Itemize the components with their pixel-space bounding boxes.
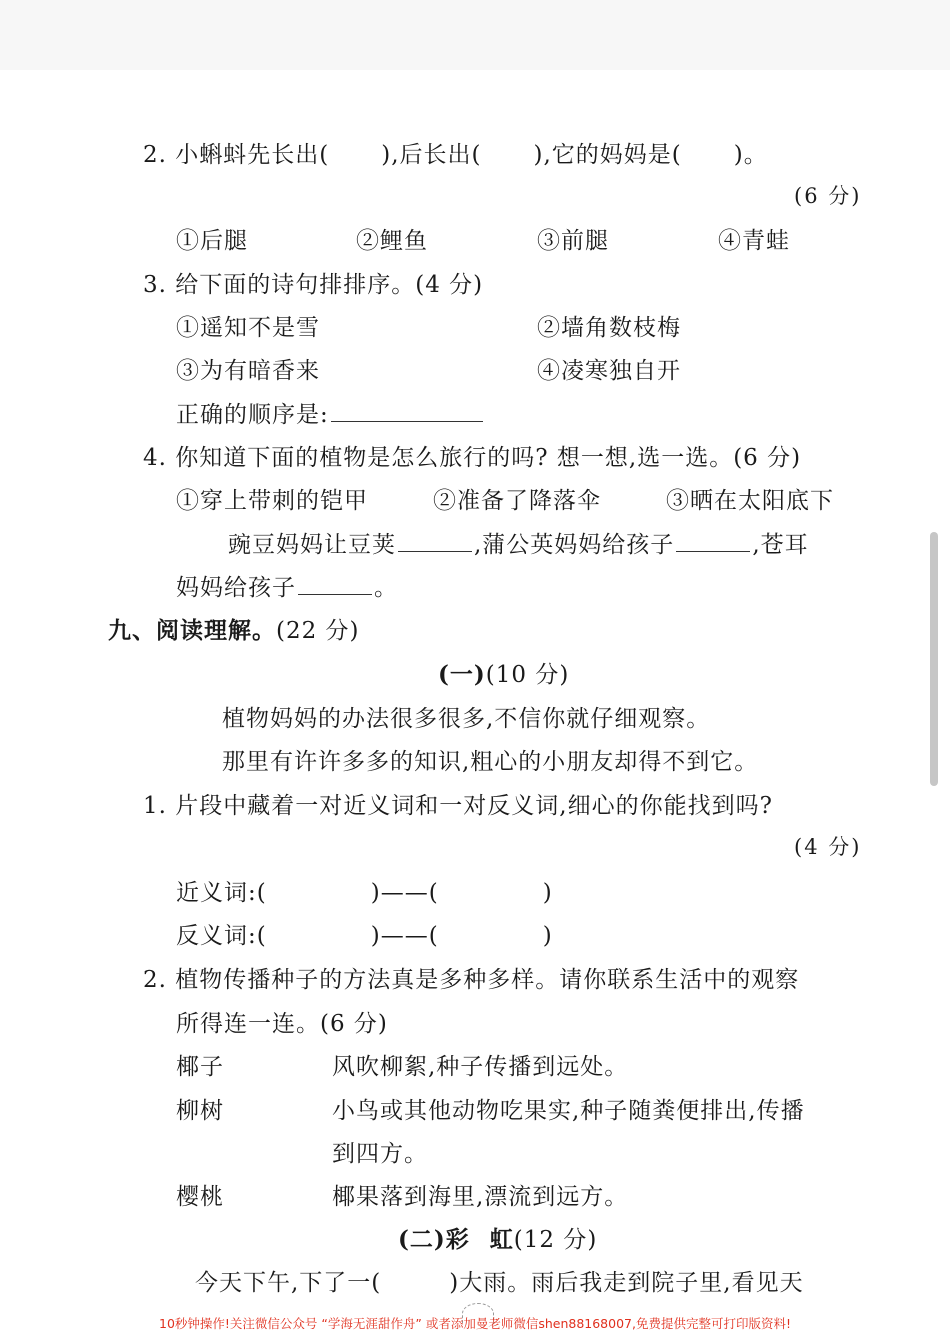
pair-close: ) — [542, 880, 553, 906]
q4-blank — [676, 550, 750, 552]
q3-line: ④凌寒独自开 — [537, 358, 681, 384]
passage-1-line: 那里有许许多多的知识,粗心的小朋友却得不到它。 — [222, 749, 759, 775]
section-9-score: (22 分) — [276, 618, 360, 644]
q4-text: 妈妈给孩子 — [176, 575, 296, 601]
q2-option: ②鲤鱼 — [356, 228, 428, 254]
q2-score: (6 分) — [794, 184, 862, 208]
q4-option: ②准备了降落伞 — [433, 488, 601, 514]
q3-answer-row — [176, 396, 485, 429]
passage-1-line: 植物妈妈的办法很多很多,不信你就仔细观察。 — [222, 706, 711, 732]
pair-separator: )——( — [370, 923, 439, 949]
passage-2-title-a: (二)彩 — [398, 1226, 470, 1253]
q4-fill-line-1 — [228, 526, 809, 559]
passage-2-text: )大雨。雨后我走到院子里,看见天 — [449, 1270, 804, 1296]
passage-1-title-main: (一) — [438, 661, 486, 688]
passage-2-title-b: 虹 — [489, 1226, 514, 1253]
q2-stem-part: 2. 小蝌蚪先长出( — [143, 142, 330, 168]
pair-close: ) — [542, 923, 553, 949]
match-right-item-cont: 到四方。 — [332, 1141, 428, 1167]
q2-option: ①后腿 — [176, 228, 248, 254]
section-9-heading — [108, 612, 360, 645]
q2-option: ③前腿 — [537, 228, 609, 254]
q2-option: ④青蛙 — [718, 228, 790, 254]
q3-line: ①遥知不是雪 — [176, 315, 320, 341]
p1q1-score: (4 分) — [794, 835, 862, 859]
pair-separator: )——( — [370, 880, 439, 906]
passage-2-line-1 — [195, 1264, 804, 1297]
q4-stem: 4. 你知道下面的植物是怎么旅行的吗? 想一想,选一选。(6 分) — [143, 445, 802, 471]
scrollbar-thumb[interactable] — [930, 532, 938, 786]
synonym-row — [176, 874, 553, 907]
q4-option: ①穿上带刺的铠甲 — [176, 488, 368, 514]
passage-2-title — [398, 1221, 597, 1254]
antonym-row — [176, 917, 553, 950]
passage-2-text: 今天下午,下了一( — [195, 1270, 382, 1296]
p1q2-stem-line-2: 所得连一连。(6 分) — [176, 1011, 388, 1037]
p1q2-stem-line-1: 2. 植物传播种子的方法真是多种多样。请你联系生活中的观察 — [143, 967, 800, 993]
q2-stem — [143, 136, 768, 169]
q3-answer-blank — [331, 420, 483, 422]
q4-text: ,苍耳 — [752, 532, 809, 558]
top-band — [0, 0, 950, 70]
q4-text: 。 — [374, 575, 398, 601]
q2-stem-part: ),它的妈妈是( — [533, 142, 682, 168]
q3-answer-label: 正确的顺序是: — [176, 402, 329, 428]
match-left-item: 柳树 — [176, 1098, 224, 1124]
q4-blank — [298, 593, 372, 595]
q4-fill-line-2 — [176, 569, 398, 602]
match-right-item: 风吹柳絮,种子传播到远处。 — [332, 1054, 629, 1080]
q2-stem-part: )。 — [733, 142, 768, 168]
match-left-item: 樱桃 — [176, 1184, 224, 1210]
p1q1-stem: 1. 片段中藏着一对近义词和一对反义词,细心的你能找到吗? — [143, 793, 773, 819]
q3-line: ②墙角数枝梅 — [537, 315, 681, 341]
q3-stem: 3. 给下面的诗句排排序。(4 分) — [143, 272, 484, 298]
section-9-title: 九、阅读理解。 — [108, 617, 276, 644]
match-right-item: 小鸟或其他动物吃果实,种子随粪便排出,传播 — [332, 1098, 805, 1124]
q4-blank — [398, 550, 472, 552]
passage-1-title-score: (10 分) — [485, 662, 570, 688]
passage-2-title-score: (12 分) — [513, 1227, 598, 1253]
antonym-label: 反义词:( — [176, 923, 267, 949]
match-left-item: 椰子 — [176, 1054, 224, 1080]
q4-option: ③晒在太阳底下 — [666, 488, 834, 514]
q4-text: ,蒲公英妈妈给孩子 — [474, 532, 675, 558]
q3-line: ③为有暗香来 — [176, 358, 320, 384]
q4-text: 豌豆妈妈让豆荚 — [228, 532, 396, 558]
passage-1-title — [438, 656, 569, 689]
q2-stem-part: ),后长出( — [381, 142, 482, 168]
promo-footer: 10秒钟操作!关注微信公众号 “学海无涯甜作舟” 或者添加曼老师微信shen88168007,免费提供完整可打印版资料! — [159, 1316, 791, 1331]
synonym-label: 近义词:( — [176, 880, 267, 906]
match-right-item: 椰果落到海里,漂流到远方。 — [332, 1184, 629, 1210]
